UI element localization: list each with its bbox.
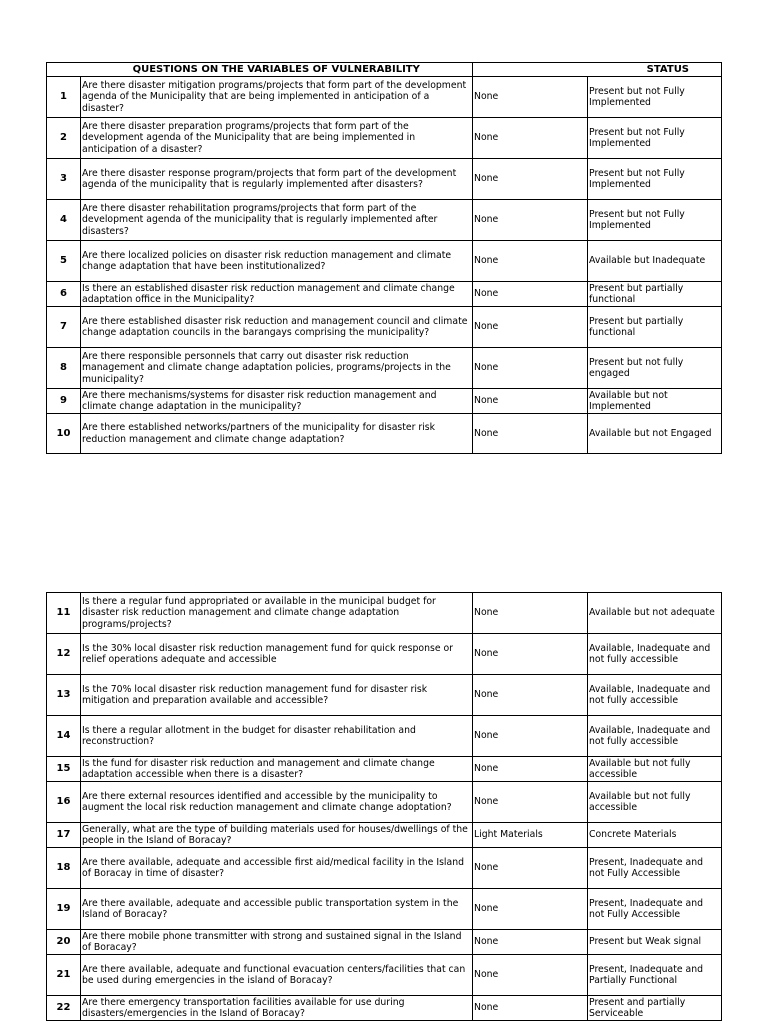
row-number: 4: [47, 200, 81, 241]
status-option-a: None: [473, 930, 588, 955]
table-row: [47, 955, 722, 996]
table-body: [47, 77, 722, 454]
row-number: 19: [47, 889, 81, 930]
question-text: Are there available, adequate and accessible public transportation system in the Island of Boracay?: [81, 889, 473, 930]
table-row: [47, 414, 722, 454]
row-number: 16: [47, 782, 81, 823]
question-text: Is there an established disaster risk reduction management and climate change adaptation office in the Municipality?: [81, 282, 473, 307]
question-text: Are there established networks/partners of the municipality for disaster risk reduction management and climate change adaptation?: [81, 414, 473, 454]
table-row: [47, 159, 722, 200]
table-row: [47, 716, 722, 757]
status-option-b: Available but not Engaged: [588, 414, 722, 454]
row-number: 11: [47, 593, 81, 634]
table-row: [47, 118, 722, 159]
question-text: Generally, what are the type of building materials used for houses/dwellings of the people in the Island of Boracay?: [81, 823, 473, 848]
status-option-a: None: [473, 414, 588, 454]
status-option-b: Present but Weak signal: [588, 930, 722, 955]
row-number: 13: [47, 675, 81, 716]
table-row: [47, 77, 722, 118]
status-option-a: None: [473, 159, 588, 200]
question-text: Is the 70% local disaster risk reduction management fund for disaster risk mitigation and preparation available and accessible?: [81, 675, 473, 716]
row-number: 6: [47, 282, 81, 307]
question-text: Are there responsible personnels that carry out disaster risk reduction management and climate change adaptation policies, programs/projects in the municipality?: [81, 348, 473, 389]
status-option-a: None: [473, 634, 588, 675]
status-option-a: None: [473, 77, 588, 118]
table-row: [47, 889, 722, 930]
status-option-b: Present but not Fully Implemented: [588, 200, 722, 241]
row-number: 7: [47, 307, 81, 348]
status-option-b: Present but not Fully Implemented: [588, 159, 722, 200]
row-number: 17: [47, 823, 81, 848]
table-header-row: [47, 63, 722, 77]
question-text: Are there localized policies on disaster risk reduction management and climate change adaptation that have been institutionalized?: [81, 241, 473, 282]
status-option-a: None: [473, 889, 588, 930]
status-header: STATUS: [473, 63, 722, 77]
question-text: Are there emergency transportation facilities available for use during disasters/emergencies in the Island of Boracay?: [81, 996, 473, 1021]
status-option-a: None: [473, 675, 588, 716]
status-option-a: None: [473, 996, 588, 1021]
question-text: Is the fund for disaster risk reduction and management and climate change adaptation accessible when there is a disaster?: [81, 757, 473, 782]
status-option-b: Present but not fully engaged: [588, 348, 722, 389]
question-text: Are there disaster mitigation programs/projects that form part of the development agenda of the Municipality that are being implemented in anticipation of a disaster?: [81, 77, 473, 118]
status-option-a: None: [473, 389, 588, 414]
table-row: [47, 634, 722, 675]
status-option-b: Concrete Materials: [588, 823, 722, 848]
row-number: 18: [47, 848, 81, 889]
row-number: 21: [47, 955, 81, 996]
table-row: [47, 930, 722, 955]
table-body: [47, 593, 722, 1021]
status-option-b: Present but not Fully Implemented: [588, 118, 722, 159]
table-row: [47, 757, 722, 782]
vulnerability-table-part-2: [46, 592, 722, 1021]
table-row: [47, 200, 722, 241]
status-option-b: Available but not fully accessible: [588, 782, 722, 823]
status-option-b: Available but Inadequate: [588, 241, 722, 282]
question-text: Are there established disaster risk reduction and management council and climate change adaptation councils in the barangays comprising the municipality?: [81, 307, 473, 348]
status-option-b: Available but not fully accessible: [588, 757, 722, 782]
status-option-a: None: [473, 848, 588, 889]
status-option-a: None: [473, 118, 588, 159]
status-option-a: Light Materials: [473, 823, 588, 848]
status-option-b: Available but not Implemented: [588, 389, 722, 414]
question-text: Are there available, adequate and accessible first aid/medical facility in the Island of Boracay in time of disaster?: [81, 848, 473, 889]
status-option-b: Available, Inadequate and not fully accessible: [588, 634, 722, 675]
questions-header: QUESTIONS ON THE VARIABLES OF VULNERABILITY: [81, 63, 473, 77]
row-number: 8: [47, 348, 81, 389]
table-row: [47, 675, 722, 716]
row-number: 20: [47, 930, 81, 955]
table-row: [47, 348, 722, 389]
row-number: 1: [47, 77, 81, 118]
table-row: [47, 241, 722, 282]
question-text: Are there mechanisms/systems for disaster risk reduction management and climate change adaptation in the municipality?: [81, 389, 473, 414]
table-row: [47, 996, 722, 1021]
table-row: [47, 307, 722, 348]
status-option-b: Present but partially functional: [588, 282, 722, 307]
row-number: 9: [47, 389, 81, 414]
question-text: Are there disaster response program/projects that form part of the development agenda of the municipality that is regularly implemented after disasters?: [81, 159, 473, 200]
status-option-b: Present, Inadequate and not Fully Accessible: [588, 848, 722, 889]
row-number: 12: [47, 634, 81, 675]
status-option-a: None: [473, 282, 588, 307]
status-option-b: Available, Inadequate and not fully accessible: [588, 716, 722, 757]
status-option-a: None: [473, 955, 588, 996]
status-option-b: Available but not adequate: [588, 593, 722, 634]
header-blank-cell: [47, 63, 81, 77]
status-option-b: Present but partially functional: [588, 307, 722, 348]
status-option-b: Present but not Fully Implemented: [588, 77, 722, 118]
table-row: [47, 782, 722, 823]
question-text: Is the 30% local disaster risk reduction management fund for quick response or relief operations adequate and accessible: [81, 634, 473, 675]
status-option-a: None: [473, 307, 588, 348]
status-option-a: None: [473, 593, 588, 634]
question-text: Is there a regular fund appropriated or available in the municipal budget for disaster risk reduction management and climate change adaptation programs/projects?: [81, 593, 473, 634]
vulnerability-table-part-1: [46, 62, 722, 454]
row-number: 22: [47, 996, 81, 1021]
row-number: 2: [47, 118, 81, 159]
question-text: Are there disaster rehabilitation programs/projects that form part of the development agenda of the municipality that is regularly implemented after disasters?: [81, 200, 473, 241]
status-option-b: Present, Inadequate and not Fully Accessible: [588, 889, 722, 930]
status-option-b: Available, Inadequate and not fully accessible: [588, 675, 722, 716]
status-option-a: None: [473, 348, 588, 389]
status-option-a: None: [473, 200, 588, 241]
question-text: Is there a regular allotment in the budget for disaster rehabilitation and reconstruction?: [81, 716, 473, 757]
row-number: 10: [47, 414, 81, 454]
row-number: 5: [47, 241, 81, 282]
status-option-b: Present and partially Serviceable: [588, 996, 722, 1021]
table-row: [47, 593, 722, 634]
table-row: [47, 823, 722, 848]
question-text: Are there external resources identified and accessible by the municipality to augment the local risk reduction management and climate change adoptation?: [81, 782, 473, 823]
status-option-a: None: [473, 757, 588, 782]
status-option-a: None: [473, 782, 588, 823]
question-text: Are there mobile phone transmitter with strong and sustained signal in the Island of Boracay?: [81, 930, 473, 955]
table-row: [47, 389, 722, 414]
question-text: Are there disaster preparation programs/projects that form part of the development agenda of the Municipality that are being implemented in anticipation of a disaster?: [81, 118, 473, 159]
table-row: [47, 848, 722, 889]
row-number: 15: [47, 757, 81, 782]
row-number: 3: [47, 159, 81, 200]
table-row: [47, 282, 722, 307]
status-option-a: None: [473, 241, 588, 282]
status-option-a: None: [473, 716, 588, 757]
question-text: Are there available, adequate and functional evacuation centers/facilities that can be used during emergencies in the island of Boracay?: [81, 955, 473, 996]
status-option-b: Present, Inadequate and Partially Functional: [588, 955, 722, 996]
row-number: 14: [47, 716, 81, 757]
